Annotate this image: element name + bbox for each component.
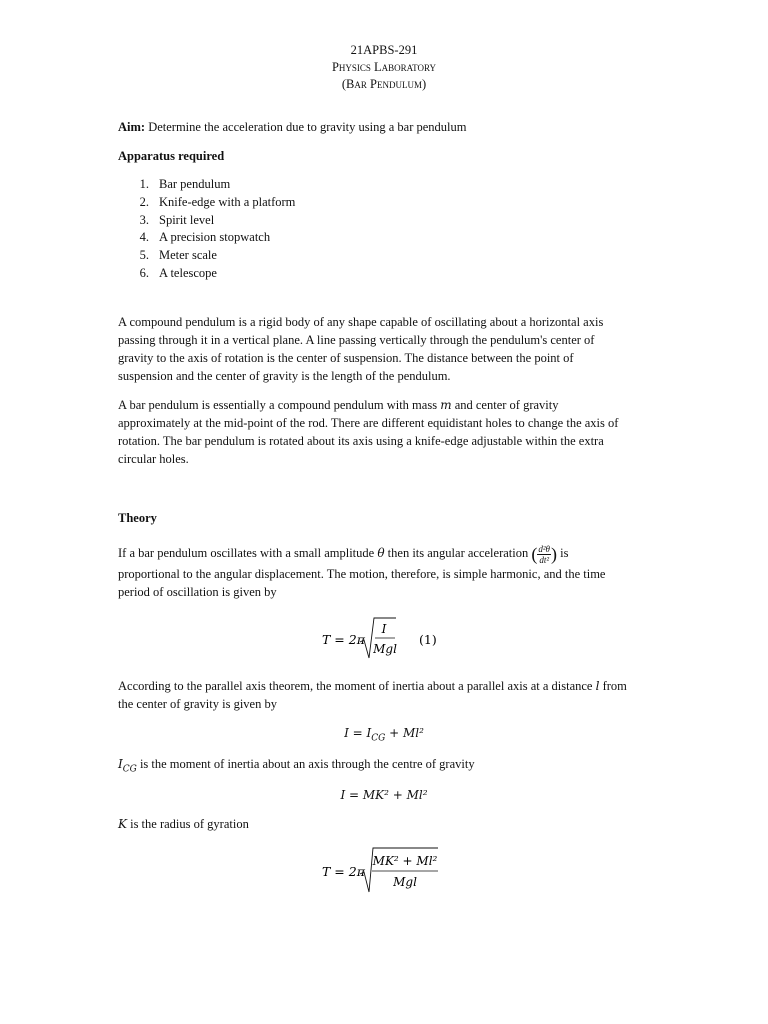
theta-symbol: θ bbox=[377, 546, 385, 560]
apparatus-list bbox=[118, 176, 295, 283]
mass-symbol: m bbox=[440, 398, 452, 412]
theory-paragraph-2: According to the parallel axis theorem, the moment of inertia about a parallel axis at a distance l from the center of gravity is given by bbox=[118, 679, 627, 711]
equation-4 bbox=[318, 842, 448, 896]
apparatus-heading: Apparatus required bbox=[118, 149, 225, 163]
svg-text:T = 2π: T = 2π bbox=[322, 864, 365, 879]
equation-1 bbox=[318, 612, 448, 664]
aim-line bbox=[118, 118, 648, 136]
svg-text:MK² + Ml²: MK² + Ml² bbox=[372, 854, 438, 868]
intro-paragraph-2: A bar pendulum is essentially a compound pendulum with mass m and center of gravity approximately at the mid-point of the rod. There are different equidistant holes to change the axis of rotation. The bar pendulum is rotated about its axis using a knife-edge adjustable within the extra circular holes. bbox=[118, 398, 619, 466]
intro-paragraph-1: A compound pendulum is a rigid body of any shape capable of oscillating about a horizontal axis passing through it in a vertical plane. A line passing vertically through the pendulum's center of gravity to the axis of rotation is the center of suspension. The distance between the point of suspension and the center of gravity is the length of the pendulum. bbox=[118, 315, 604, 383]
apparatus-item: 1. Bar pendulum bbox=[139, 177, 231, 191]
length-symbol: l bbox=[595, 679, 600, 693]
equation-2: $I = I_{CG} + Ml^2$ bbox=[344, 726, 424, 744]
subject-title: Physics Laboratory bbox=[331, 60, 437, 74]
aim-text: Determine the acceleration due to gravity using a bar pendulum bbox=[145, 120, 467, 134]
theory-heading: Theory bbox=[118, 511, 157, 525]
equation-3: I = MK² + Ml² bbox=[340, 788, 428, 802]
aim-label: Aim: bbox=[118, 120, 146, 134]
svg-text:I: I bbox=[381, 622, 387, 636]
apparatus-item: 5. Meter scale bbox=[139, 248, 217, 263]
svg-text:Mgl: Mgl bbox=[393, 875, 417, 889]
apparatus-item: 2. Knife-edge with a platform bbox=[139, 194, 296, 209]
document-header bbox=[0, 42, 768, 93]
angular-acceleration-fraction: $\frac{\text{d²θ}}{\text{dt²}}$ bbox=[538, 543, 550, 565]
experiment-title: (Bar Pendulum) bbox=[341, 77, 427, 91]
course-code: 21APBS-291 bbox=[350, 43, 418, 57]
apparatus-item: 6. A telescope bbox=[139, 265, 217, 280]
svg-text:(1): (1) bbox=[419, 632, 437, 647]
icg-description: $I_{CG}$ is the moment of inertia about an axis through the centre of gravity bbox=[118, 757, 475, 775]
k-description: K is the radius of gyration bbox=[118, 817, 249, 831]
svg-text:T = 2π: T = 2π bbox=[322, 632, 365, 647]
theory-paragraph-1: If a bar pendulum oscillates with a small amplitude θ then its angular acceleration ( $\frac{\text{d²θ}}{\text{dt²}}$ ) is proportional to the angular displacement. The motion, therefore, is simple harmonic, and the time period of oscillation is given by bbox=[118, 543, 606, 599]
apparatus-item: 3. Spirit level bbox=[139, 212, 215, 227]
apparatus-item: 4. A precision stopwatch bbox=[139, 230, 271, 245]
svg-text:Mgl: Mgl bbox=[373, 642, 397, 656]
